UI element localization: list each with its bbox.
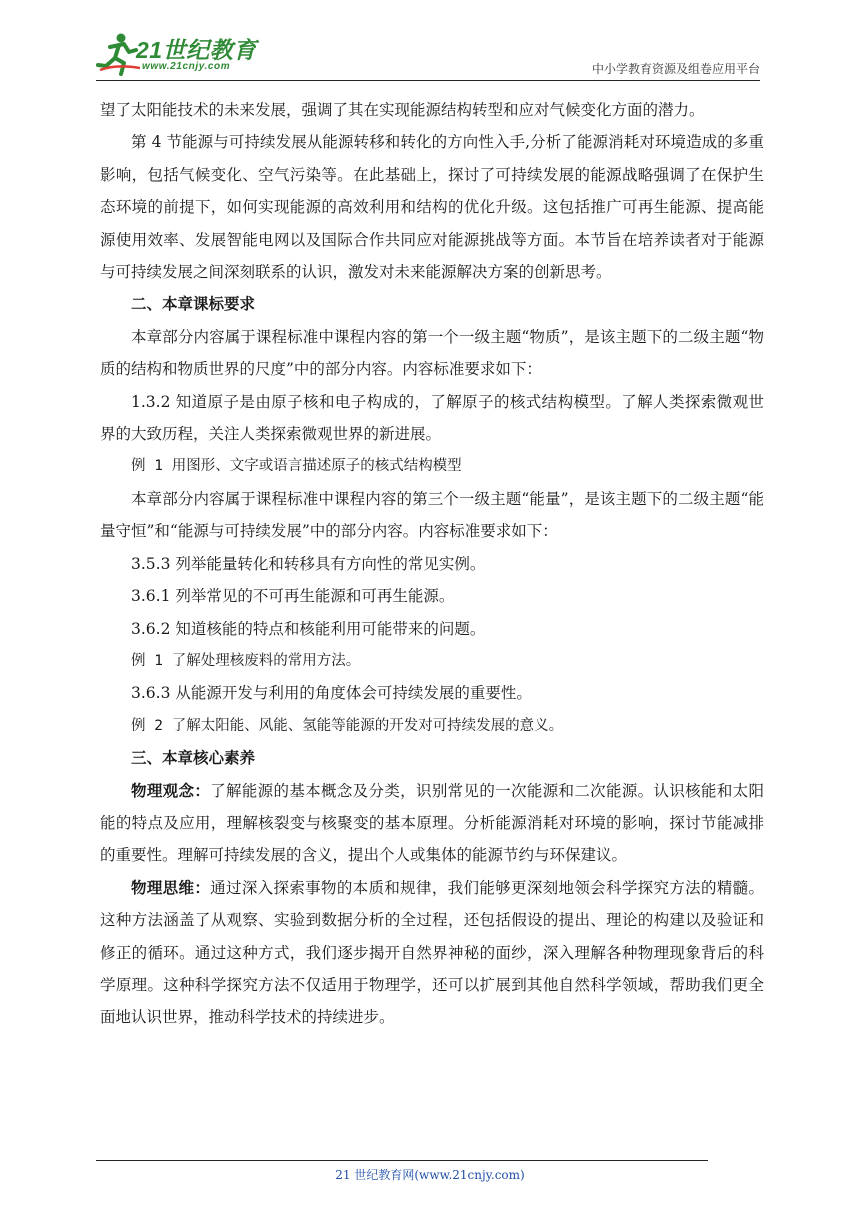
physics-concept-label: 物理观念：	[131, 781, 211, 800]
example-2: 例 1 了解处理核废料的常用方法。	[131, 652, 361, 669]
page-header	[96, 24, 760, 80]
logo-text: 21世纪教育	[136, 37, 257, 63]
paragraph-3: 本章部分内容属于课程标准中课程内容的第一个一级主题“物质”，是该主题下的二级主题“物质的结构和物质世界的尺度”中的部分内容。内容标准要求如下：	[100, 327, 764, 379]
requirement-1: 3.5.3 列举能量转化和转移具有方向性的常见实例。	[131, 554, 486, 573]
example-1: 例 1 用图形、文字或语言描述原子的核式结构模型	[131, 458, 462, 475]
requirement-4: 3.6.3 从能源开发与利用的角度体会可持续发展的重要性。	[131, 684, 532, 703]
requirement-3: 3.6.2 知道核能的特点和核能利用可能带来的问题。	[131, 619, 486, 638]
logo-url: www.21cnjy.com	[142, 61, 231, 72]
paragraph-7	[100, 872, 764, 1034]
paragraph-1: 望了太阳能技术的未来发展，强调了其在实现能源结构转型和应对气候变化方面的潜力。	[100, 101, 705, 119]
physics-concept-text: 了解能源的基本概念及分类，识别常见的一次能源和二次能源。认识核能和太阳能的特点及应用，理解核裂变与核聚变的基本原理。分析能源消耗对环境的影响，探讨节能减排的重要性。理解可持续发展的含义，提出个人或集体的能源节约与环保建议。	[100, 781, 764, 865]
platform-name: 中小学教育资源及组卷应用平台	[591, 62, 760, 76]
paragraph-5: 本章部分内容属于课程标准中课程内容的第三个一级主题“能量”，是该主题下的二级主题“能量守恒”和“能源与可持续发展”中的部分内容。内容标准要求如下：	[100, 489, 764, 541]
runner-logo-icon	[96, 32, 140, 76]
paragraph-4: 1.3.2 知道原子是由原子核和电子构成的，了解原子的核式结构模型。了解人类探索微观世界的大致历程，关注人类探索微观世界的新进展。	[100, 392, 764, 444]
footer-divider	[96, 1160, 708, 1161]
footer-link[interactable]: 21 世纪教育网(www.21cnjy.com)	[335, 1168, 525, 1182]
header-divider	[96, 80, 760, 81]
section-heading-2: 二、本章课标要求	[131, 295, 256, 314]
paragraph-2: 第 4 节能源与可持续发展从能源转移和转化的方向性入手,分析了能源消耗对环境造成的多重影响，包括气候变化、空气污染等。在此基础上，探讨了可持续发展的能源战略强调了在保护生态环境的前提下，如何实现能源的高效利用和结构的优化升级。这包括推广可再生能源、提高能源使用效率、发展智能电网以及国际合作共同应对能源挑战等方面。本节旨在培养读者对于能源与可持续发展之间深刻联系的认识，激发对未来能源解决方案的创新思考。	[100, 133, 764, 282]
site-logo[interactable]	[96, 32, 266, 76]
physics-thinking-label: 物理思维：	[131, 878, 211, 897]
document-body	[100, 94, 764, 1034]
section-heading-3: 三、本章核心素养	[131, 749, 256, 768]
physics-thinking-text: 通过深入探索事物的本质和规律，我们能够更深刻地领会科学探究方法的精髓。这种方法涵盖了从观察、实验到数据分析的全过程，还包括假设的提出、理论的构建以及验证和修正的循环。通过这种方式，我们逐步揭开自然界神秘的面纱，深入理解各种物理现象背后的科学原理。这种科学探究方法不仅适用于物理学，还可以扩展到其他自然科学领域，帮助我们更全面地认识世界，推动科学技术的持续进步。	[100, 878, 764, 1027]
requirement-2: 3.6.1 列举常见的不可再生能源和可再生能源。	[131, 587, 455, 606]
example-3: 例 2 了解太阳能、风能、氢能等能源的开发对可持续发展的意义。	[131, 717, 564, 734]
paragraph-6	[100, 775, 764, 872]
